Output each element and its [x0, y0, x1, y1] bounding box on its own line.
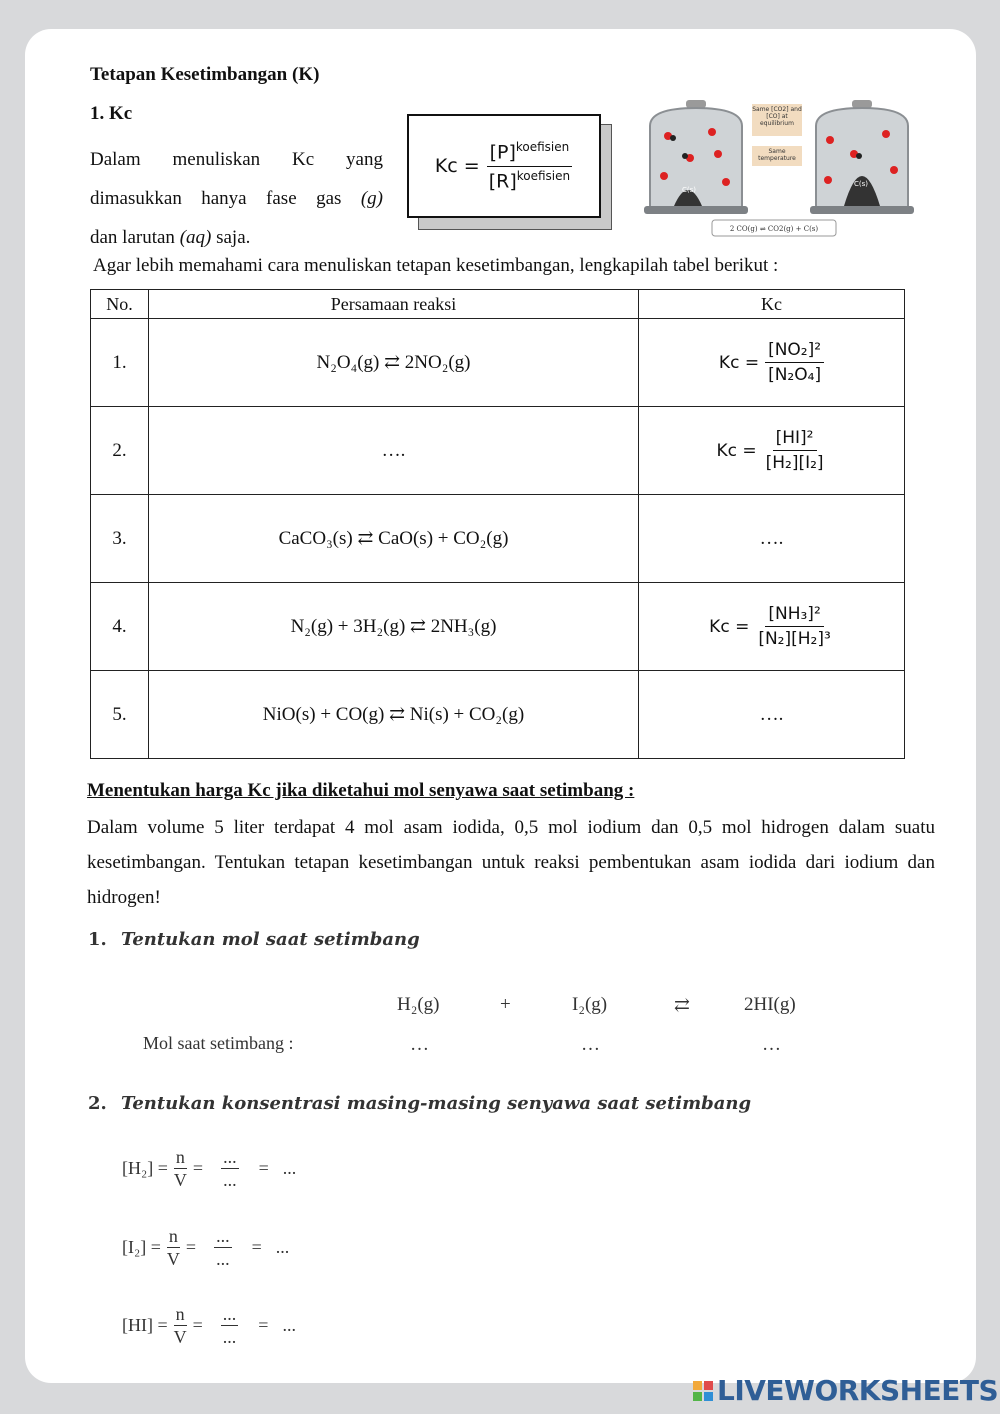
concentration-h2: [H₂] = $\frac{n}{V}$ = ... ... = ...	[122, 1147, 297, 1190]
kc-table	[90, 289, 905, 759]
label-same-temperature: Same temperature	[758, 148, 796, 162]
equilibrium-arrow: ⇄	[674, 995, 690, 1016]
table-row	[91, 319, 905, 407]
reaction-cell: CaCO₃(s) ⇄ CaO(s) + CO₂(g)	[149, 495, 639, 583]
table-header-row	[91, 290, 905, 319]
row-number: 4.	[91, 583, 149, 671]
section2-heading: Menentukan harga Kc jika diketahui mol senyawa saat setimbang :	[87, 780, 635, 801]
row-number: 2.	[91, 407, 149, 495]
equilibrium-illustration	[640, 96, 920, 240]
plus-sign: +	[500, 994, 511, 1015]
kc-cell: Kc = $\frac{\text{[NO₂]²}}{\text{[N₂O₄]}}$	[639, 319, 905, 407]
reaction-cell: N₂(g) + 3H₂(g) ⇄ 2NH₃(g)	[149, 583, 639, 671]
species-hi: 2HI(g)	[744, 994, 796, 1015]
bell-jar-left	[644, 100, 748, 214]
result-blank[interactable]: ...	[282, 1158, 297, 1178]
kc-formula-box: Kc = $\frac{[P]^{koefisien}}{[R]^{koefisien}}$	[407, 114, 601, 218]
row-number: 5.	[91, 671, 149, 759]
table-row	[91, 583, 905, 671]
mol-blank-i2[interactable]: …	[581, 1034, 600, 1055]
fraction-blank[interactable]: ... ...	[216, 1226, 230, 1269]
logo-block	[693, 1381, 702, 1390]
intro-text: Dalam menuliskan Kc yang dimasukkan hanya fase gas (g) dan larutan (aq) saja.	[90, 149, 383, 248]
concentration-i2: [I₂] = $\frac{n}{V}$ = ... ... = ...	[122, 1226, 290, 1269]
problem-paragraph: Dalam volume 5 liter terdapat 4 mol asam iodida, 0,5 mol iodium dan 0,5 mol hidrogen dalam suatu kesetimbangan. Tentukan tetapan kesetimbangan untuk reaksi pembentukan asam iodida dari iodium dan hidrogen!	[87, 817, 935, 908]
row-number: 1.	[91, 319, 149, 407]
mol-row-label: Mol saat setimbang :	[143, 1033, 294, 1053]
solid-label-right: C(s)	[854, 180, 868, 188]
illustration-reaction: 2 CO(g) ⇌ CO2(g) + C(s)	[729, 225, 819, 233]
reaction-cell: N₂O₄(g) ⇄ 2NO₂(g)	[149, 319, 639, 407]
species-h2: H₂(g)	[397, 994, 440, 1015]
header-no: No.	[91, 290, 149, 319]
solid-label-left: C(s)	[682, 186, 696, 194]
logo-block	[704, 1381, 713, 1390]
kc-cell: Kc = $\frac{\text{[HI]²}}{\text{[H₂][I₂]}}$	[639, 407, 905, 495]
kc-blank[interactable]: ….	[639, 671, 905, 759]
reaction-blank[interactable]: ….	[149, 407, 639, 495]
table-row	[91, 671, 905, 759]
label-same-concentration: Same [CO2] and [CO] at equilibrium	[752, 106, 802, 127]
logo-block	[693, 1392, 702, 1401]
species-i2: I₂(g)	[572, 994, 608, 1015]
header-kc: Kc	[639, 290, 905, 319]
header-reaction: Persamaan reaksi	[149, 290, 639, 319]
table-instruction: Agar lebih memahami cara menuliskan tetapan kesetimbangan, lengkapilah tabel berikut :	[93, 255, 779, 276]
logo-blocks-icon	[693, 1381, 713, 1401]
result-blank[interactable]: ...	[275, 1237, 290, 1257]
step1-heading: 1. Tentukan mol saat setimbang	[88, 929, 420, 950]
logo-block	[704, 1392, 713, 1401]
reaction-cell: NiO(s) + CO(g) ⇄ Ni(s) + CO₂(g)	[149, 671, 639, 759]
concentration-hi: [HI] = $\frac{n}{V}$ = ... ... = ...	[122, 1304, 296, 1347]
liveworksheets-logo[interactable]: LIVEWORKSHEETS	[693, 1374, 998, 1407]
step2-heading: 2. Tentukan konsentrasi masing-masing senyawa saat setimbang	[88, 1093, 752, 1114]
kc-blank[interactable]: ….	[639, 495, 905, 583]
fraction-blank[interactable]: ... ...	[223, 1147, 237, 1190]
fraction-blank[interactable]: ... ...	[222, 1304, 237, 1347]
kc-cell: Kc = $\frac{\text{[NH₃]²}}{\text{[N₂][H₂]³}}$	[639, 583, 905, 671]
mol-blank-h2[interactable]: …	[410, 1034, 429, 1055]
mol-blank-hi[interactable]: …	[762, 1034, 781, 1055]
row-number: 3.	[91, 495, 149, 583]
page-title: Tetapan Kesetimbangan (K)	[90, 64, 320, 85]
result-blank[interactable]: ...	[282, 1315, 296, 1335]
section-kc-title: 1. Kc	[90, 103, 133, 124]
table-row	[91, 495, 905, 583]
table-row	[91, 407, 905, 495]
bell-jar-right	[810, 100, 914, 214]
